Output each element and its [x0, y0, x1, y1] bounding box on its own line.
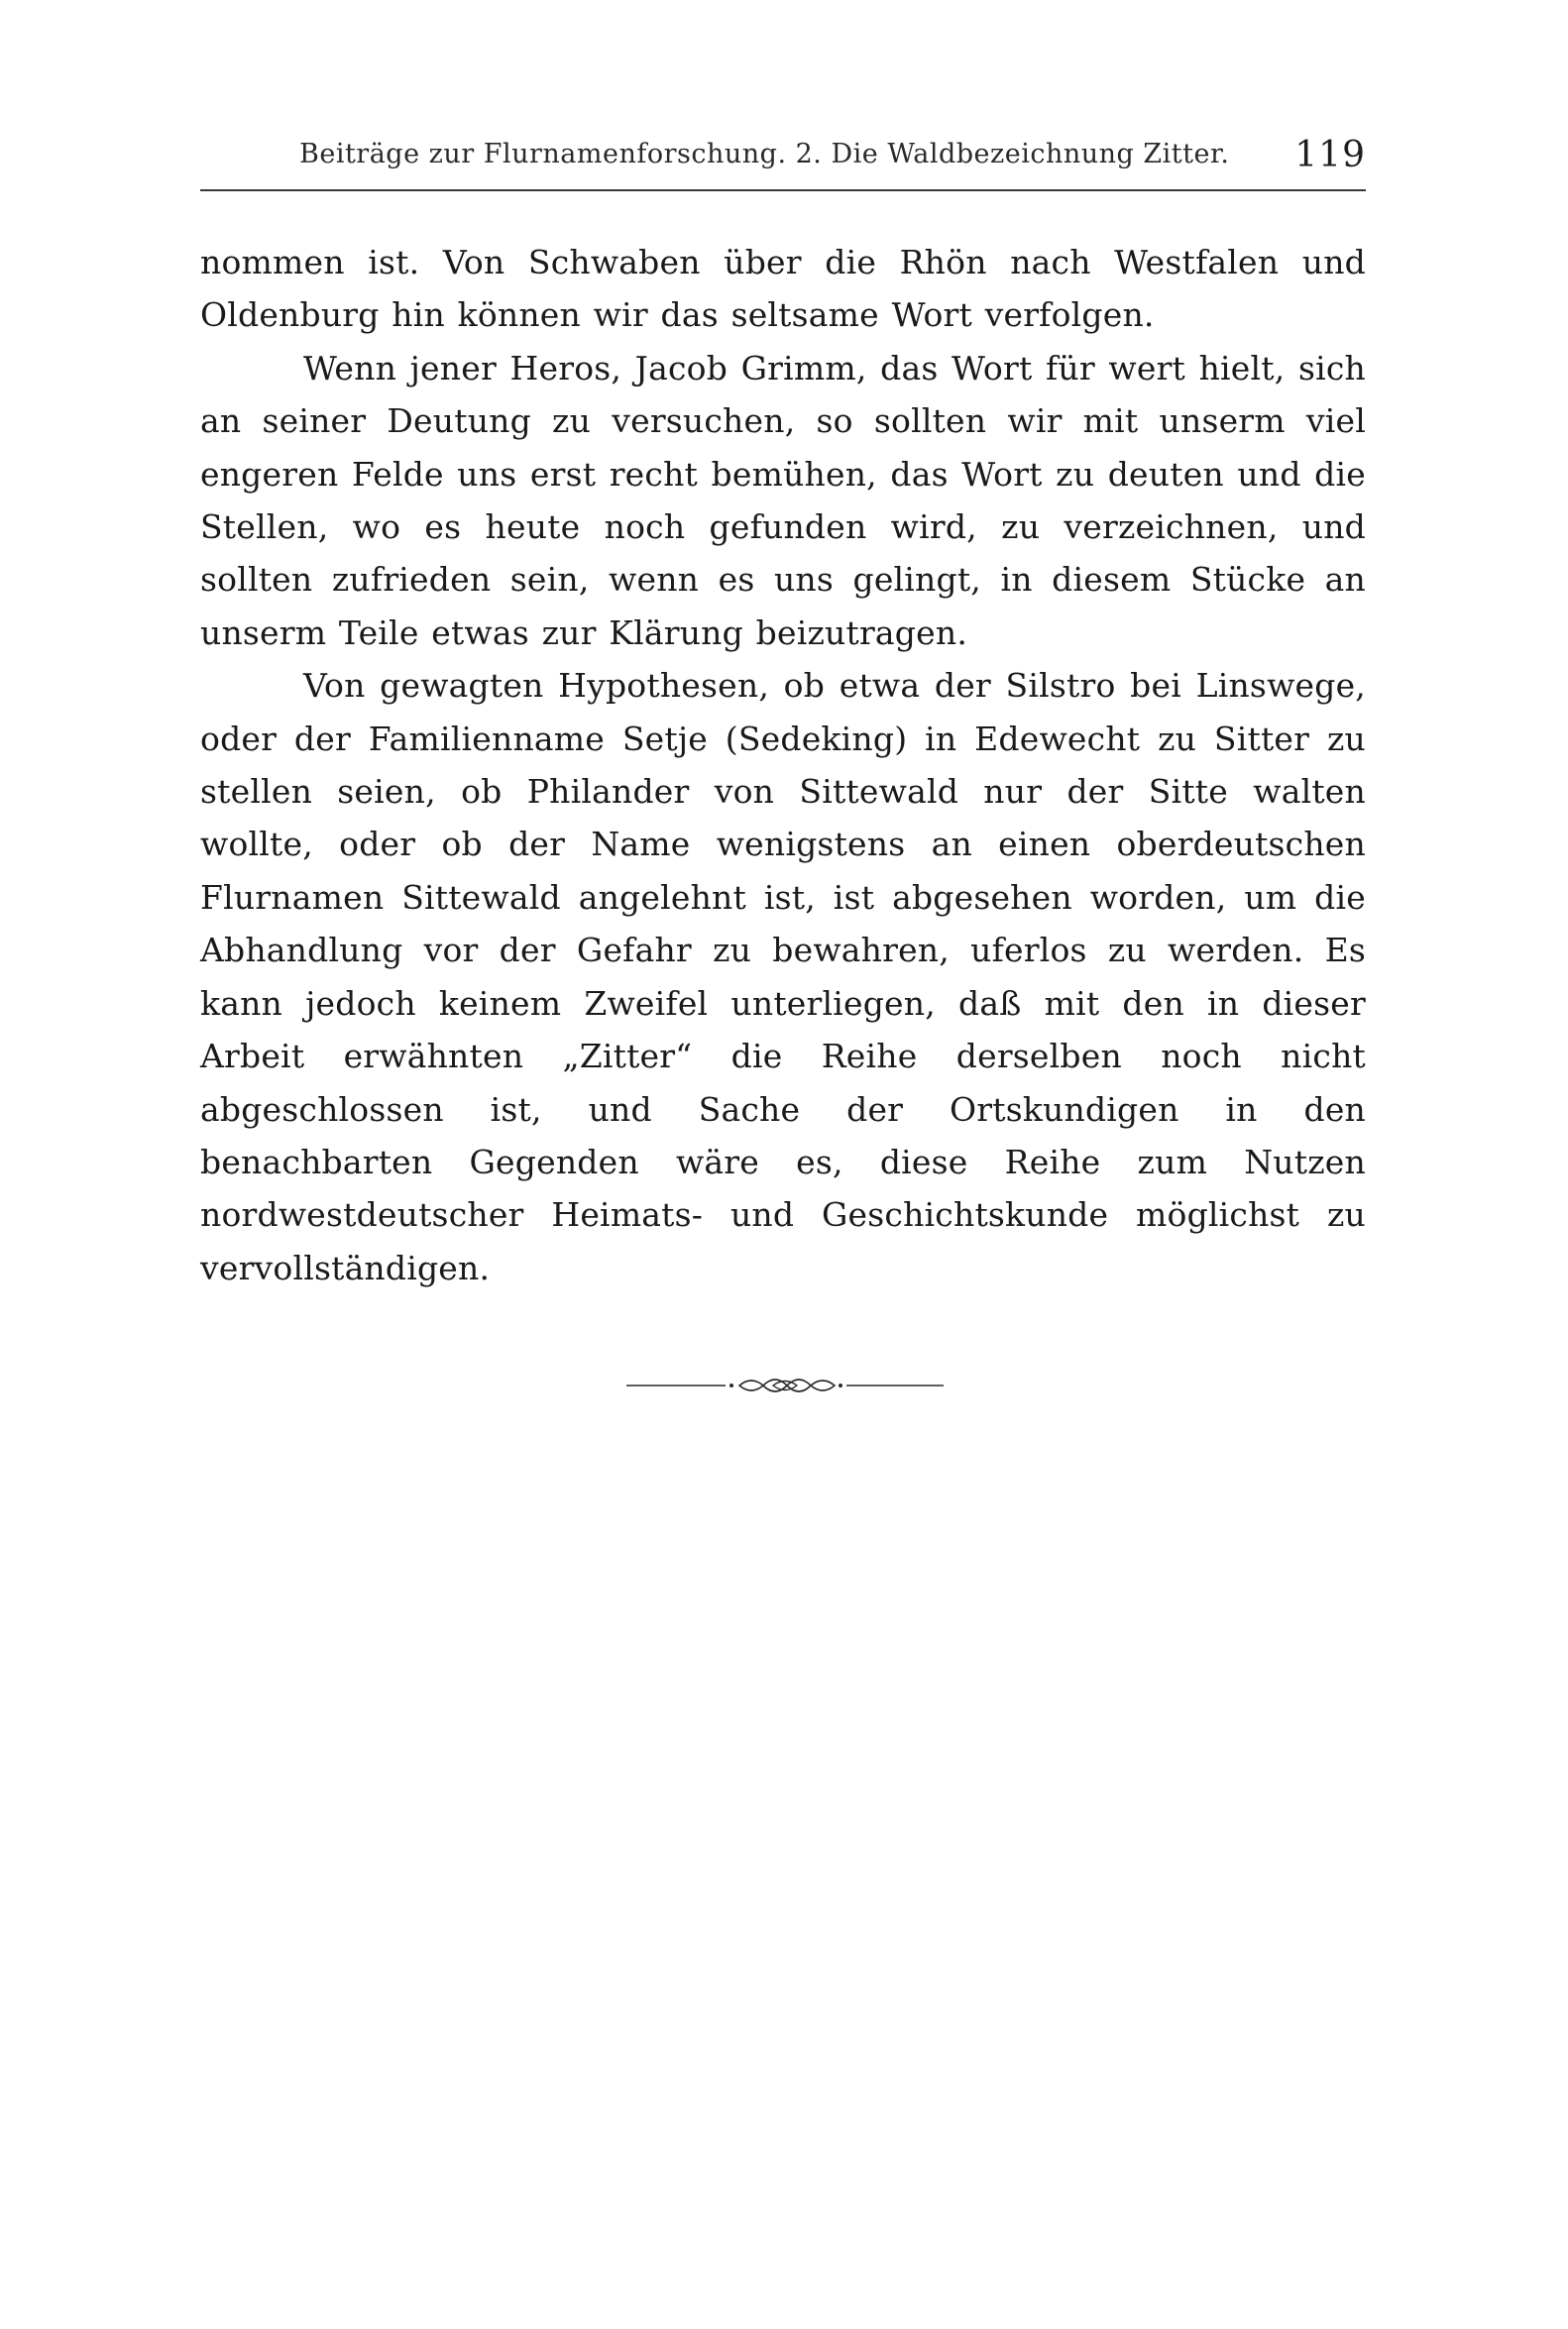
header-rule [200, 189, 1366, 191]
paragraph: Wenn jener Heros, Jacob Grimm, das Wort für wert hielt, sich an seiner Deutung zu versuchen, so sollten wir mit unserm viel engeren Felde uns erst recht bemühen, das Wort zu deuten und die Stellen, wo es heute noch gefunden wird, zu verzeichnen, und sollten zufrieden sein, wenn es uns gelingt, in diesem Stücke an unserm Teile etwas zur Klärung beizutragen. [200, 348, 1366, 652]
page-header [200, 137, 1366, 186]
paragraph: Von gewagten Hypothesen, ob etwa der Silstro bei Linswege, oder der Familienname Setje (Sedeking) in Edewecht zu Sitter zu stellen seien, ob Philander von Sittewald nur der Sitte walten wollte, oder ob der Name wenigstens an einen oberdeutschen Flurnamen Sittewald angelehnt ist, ist abgesehen worden, um die Abhandlung vor der Gefahr zu bewahren, uferlos zu werden. Es kann jedoch keinem Zweifel unterliegen, daß mit den in dieser Arbeit erwähnten „Zitter“ die Reihe derselben noch nicht abgeschlossen ist, und Sache der Ortskundigen in den benachbarten Gegenden wäre es, diese Reihe zum Nutzen nordwestdeutscher Heimats- und Geschichtskunde möglichst zu vervollständigen. [200, 666, 1366, 1287]
page-number: 119 [1294, 135, 1366, 175]
running-head: Beiträge zur Flurnamenforschung. 2. Die Waldbezeichnung Zitter. [299, 139, 1230, 169]
body-text [200, 236, 1366, 1294]
end-ornament-icon [626, 1374, 944, 1397]
paragraph: nommen ist. Von Schwaben über die Rhön nach Westfalen und Oldenburg hin können wir das seltsame Wort verfolgen. [200, 243, 1366, 335]
